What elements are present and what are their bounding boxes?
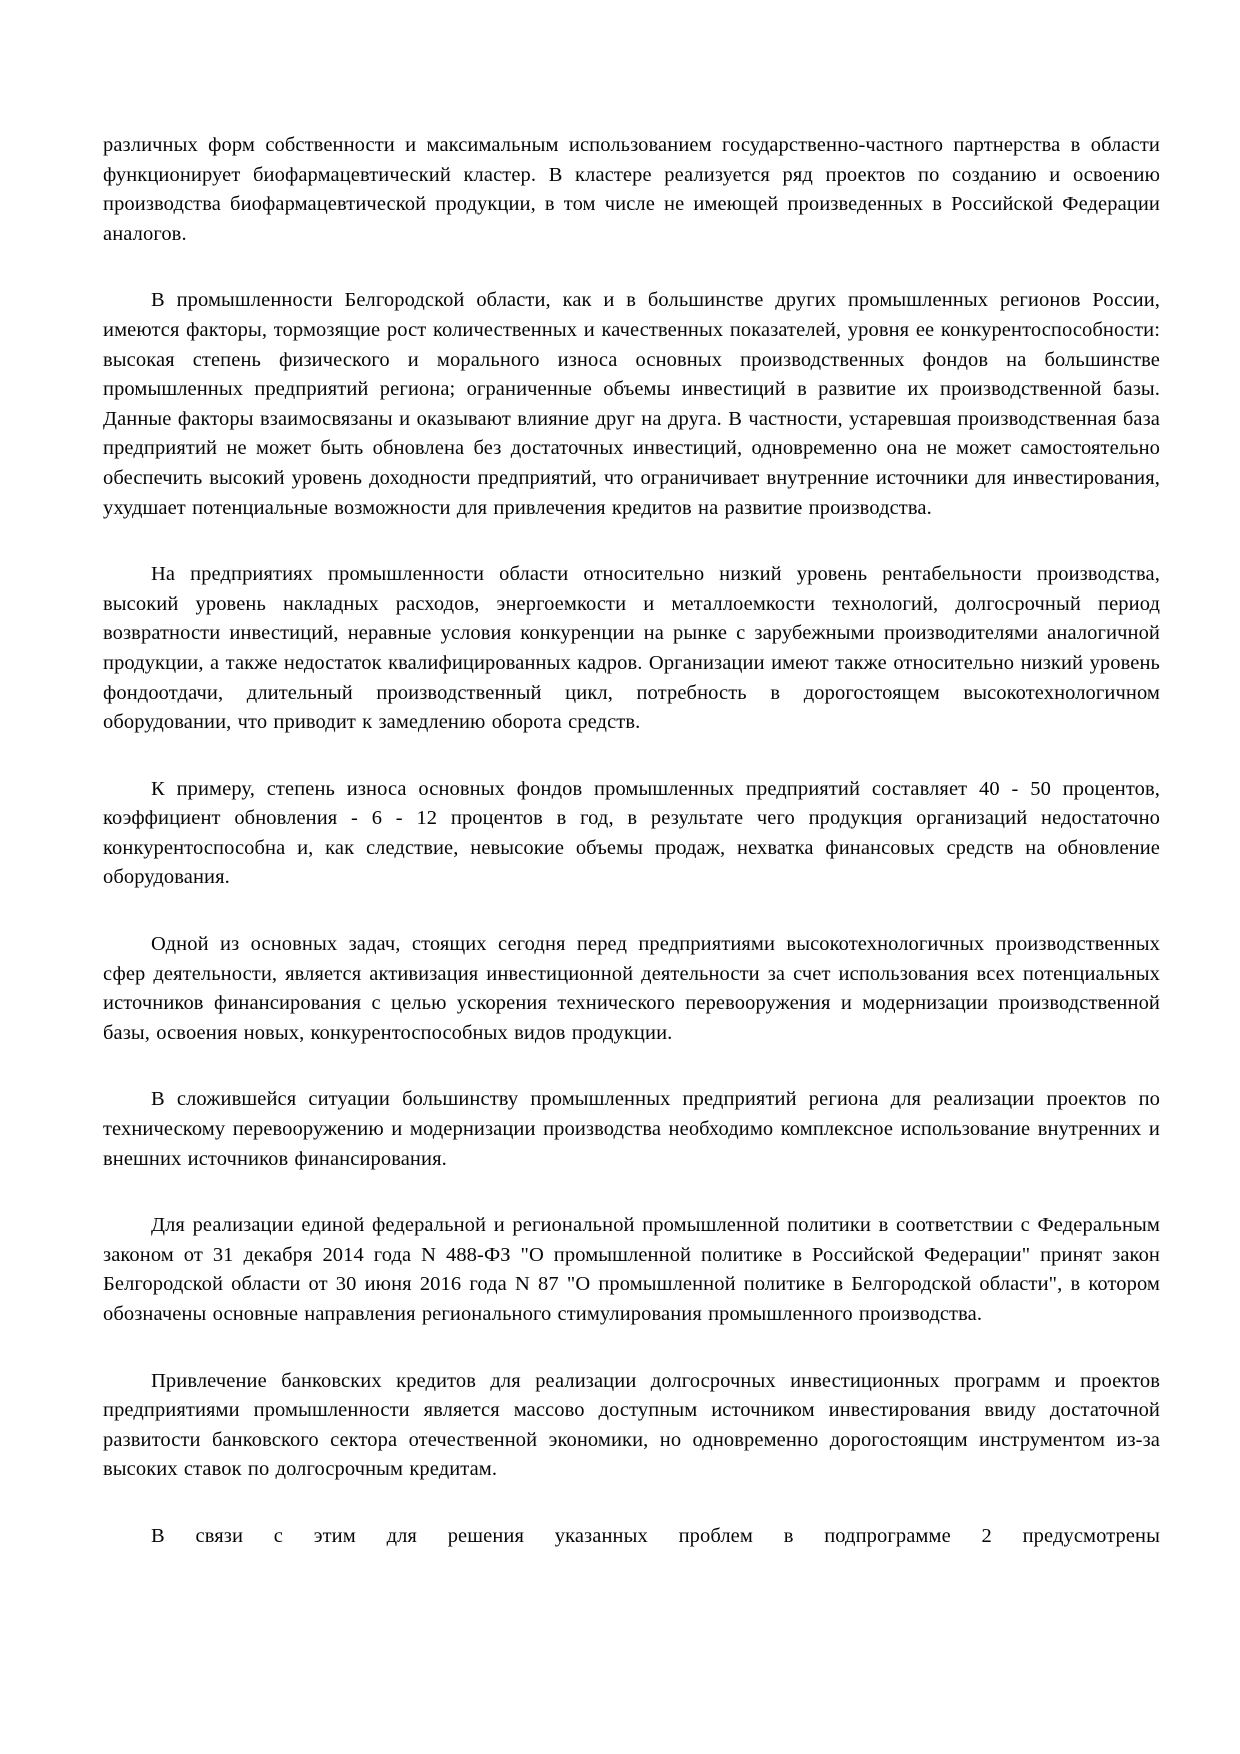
paragraph-bank-credits: Привлечение банковских кредитов для реализации долгосрочных инвестиционных программ и проектов предприятиями промышленности является массово доступным источником инвестирования ввиду достаточной развитости банковского сектора отечественной экономики, но одновременно дорогостоящим инструментом из-за высоких ставок по долгосрочным кредитам. (103, 1369, 1160, 1481)
paragraph-industry-factors: В промышленности Белгородской области, как и в большинстве других промышленных регионов России, имеются факторы, тормозящие рост количественных и качественных показателей, уровня ее конкурентоспособности: высокая степень физического и морального износа основных производственных фондов на большинстве промышленных предприятий региона; ограниченные объемы инвестиций в развитие их производственной базы. Данные факторы взаимосвязаны и оказывают влияние друг на друга. В частности, устаревшая производственная база предприятий не может быть обновлена без достаточных инвестиций, одновременно она не может самостоятельно обеспечить высокий уровень доходности предприятий, что ограничивает внутренние источники для инвестирования, ухудшает потенциальные возможности для привлечения кредитов на развитие производства. (103, 289, 1160, 519)
paragraph-main-task: Одной из основных задач, стоящих сегодня перед предприятиями высокотехнологичных производственных сфер деятельности, является активизация инвестиционной деятельности за счет использования всех потенциальных источников финансирования с целью ускорения технического перевооружения и модернизации производственной базы, освоения новых, конкурентоспособных видов продукции. (103, 933, 1160, 1044)
paragraph-federal-law: Для реализации единой федеральной и региональной промышленной политики в соответствии с Федеральным законом от 31 декабря 2014 года N 488-ФЗ "О промышленной политике в Российской Федерации" принят закон Белгородской области от 30 июня 2016 года N 87 "О промышленной политике в Белгородской области", в котором обозначены основные направления регионального стимулирования промышленного производства. (103, 1214, 1160, 1325)
paragraph-continuation: различных форм собственности и максимальным использованием государственно-частного партнерства в области функционирует биофармацевтический кластер. В кластере реализуется ряд проектов по созданию и освоению производства биофармацевтической продукции, в том числе не имеющей произведенных в Российской Федерации аналогов. (103, 134, 1160, 245)
paragraph-enterprise-profitability: На предприятиях промышленности области относительно низкий уровень рентабельности производства, высокий уровень накладных расходов, энергоемкости и металлоемкости технологий, долгосрочный период возвратности инвестиций, неравные условия конкуренции на рынке с зарубежными производителями аналогичной продукции, а также недостаток квалифицированных кадров. Организации имеют также относительно низкий уровень фондоотдачи, длительный производственный цикл, потребность в дорогостоящем высокотехнологичном оборудовании, что приводит к замедлению оборота средств. (103, 563, 1160, 734)
paragraph-subprogram-intro: В связи с этим для решения указанных проблем в подпрограмме 2 предусмотрены (151, 1524, 1160, 1547)
paragraph-current-situation: В сложившейся ситуации большинству промышленных предприятий региона для реализации проектов по техническому перевооружению и модернизации производства необходимо комплексное использование внутренних и внешних источников финансирования. (103, 1088, 1160, 1170)
paragraph-depreciation-example: К примеру, степень износа основных фондов промышленных предприятий составляет 40 - 50 процентов, коэффициент обновления - 6 - 12 процентов в год, в результате чего продукция организаций недостаточно конкурентоспособна и, как следствие, невысокие объемы продаж, нехватка финансовых средств на обновление оборудования. (103, 777, 1160, 889)
